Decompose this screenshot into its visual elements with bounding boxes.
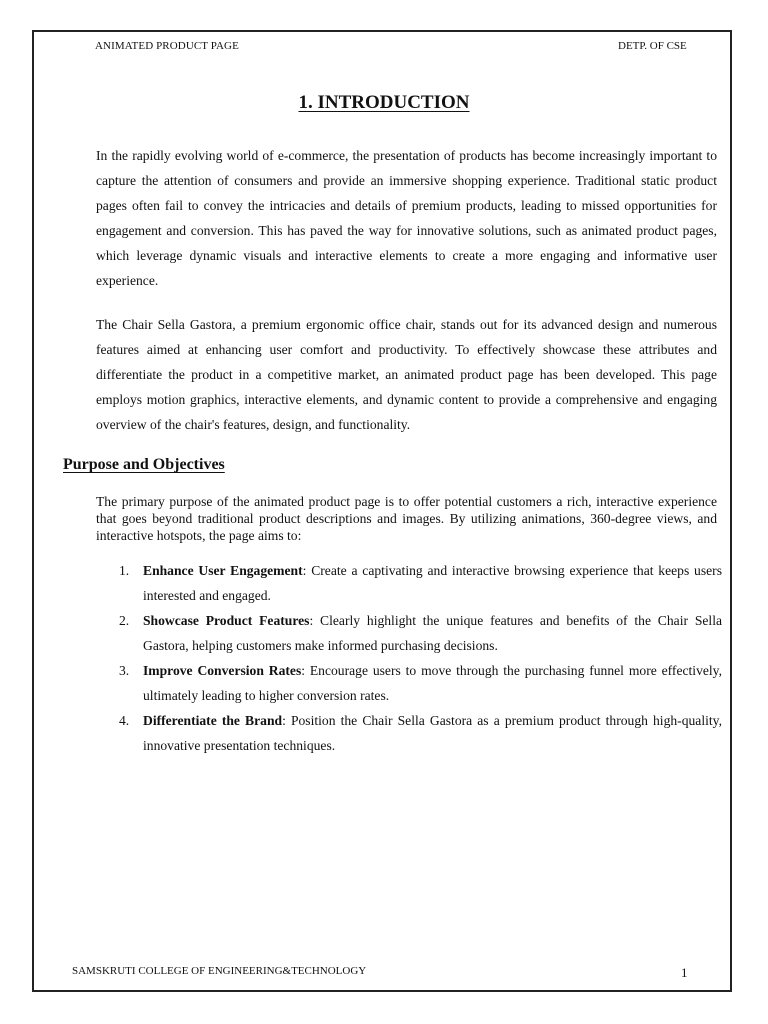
objective-text: : Encourage users to move through the purchasing funnel more effectively, ultimately leading to higher conversion rates. bbox=[143, 663, 722, 703]
objective-number: 1. bbox=[119, 563, 130, 578]
objective-term: Showcase Product Features bbox=[143, 613, 310, 628]
objective-item bbox=[96, 708, 722, 758]
objective-text: : Position the Chair Sella Gastora as a premium product through high-quality, innovative presentation techniques. bbox=[143, 713, 722, 753]
running-header-title: ANIMATED PRODUCT PAGE bbox=[95, 40, 239, 52]
page-number: 1 bbox=[681, 965, 688, 980]
objective-number: 2. bbox=[119, 613, 130, 628]
objective-term: Improve Conversion Rates bbox=[143, 663, 302, 678]
running-header-department: DETP. OF CSE bbox=[618, 40, 687, 52]
objective-item bbox=[96, 608, 722, 658]
objective-item bbox=[96, 658, 722, 708]
intro-paragraph-2: The Chair Sella Gastora, a premium ergonomic office chair, stands out for its advanced design and numerous features aimed at enhancing user comfort and productivity. To effectively showcase these attributes and differentiate the product in a competitive market, an animated product page has been developed. This page employs motion graphics, interactive elements, and dynamic content to provide a comprehensive and engaging overview of the chair's features, design, and functionality. bbox=[96, 317, 717, 432]
objective-text: : Create a captivating and interactive browsing experience that keeps users interested and engaged. bbox=[143, 563, 722, 603]
objective-text: : Clearly highlight the unique features and benefits of the Chair Sella Gastora, helping customers make informed purchasing decisions. bbox=[143, 613, 723, 653]
chapter-title: 1. INTRODUCTION bbox=[298, 92, 470, 113]
objective-number: 3. bbox=[119, 663, 130, 678]
objective-term: Enhance User Engagement bbox=[143, 563, 303, 578]
objective-term: Differentiate the Brand bbox=[143, 713, 283, 728]
objective-number: 4. bbox=[119, 713, 130, 728]
footer-college-name: SAMSKRUTI COLLEGE OF ENGINEERING&TECHNOLOGY bbox=[72, 965, 367, 977]
objective-item bbox=[96, 558, 722, 608]
section-intro-paragraph: The primary purpose of the animated product page is to offer potential customers a rich, interactive experience that goes beyond traditional product descriptions and images. By utilizing animations, 360-degree views, and interactive hotspots, the page aims to: bbox=[96, 494, 717, 543]
objectives-list bbox=[96, 558, 722, 758]
section-heading: Purpose and Objectives bbox=[63, 456, 225, 473]
intro-paragraph-1: In the rapidly evolving world of e-commerce, the presentation of products has become increasingly important to capture the attention of consumers and provide an immersive shopping experience. Traditional static product pages often fail to convey the intricacies and details of premium products, leading to missed opportunities for engagement and conversion. This has paved the way for innovative solutions, such as animated product pages, which leverage dynamic visuals and interactive elements to create a more engaging and informative user experience. bbox=[96, 148, 717, 288]
